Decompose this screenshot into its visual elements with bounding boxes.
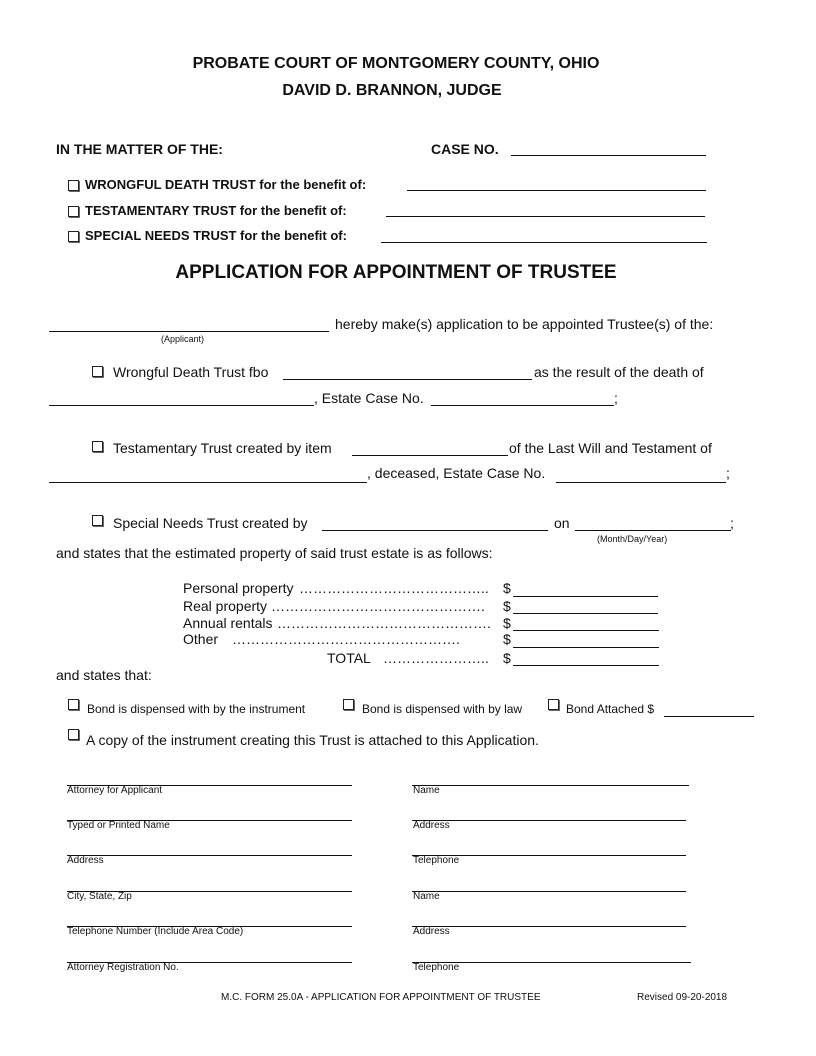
property-real-label: Real property xyxy=(183,598,268,614)
typed-name-label: Typed or Printed Name xyxy=(67,820,170,831)
wrongful-death-trust-checkbox[interactable] xyxy=(68,180,79,191)
property-other-label: Other xyxy=(183,631,219,647)
testator-field[interactable] xyxy=(49,482,367,483)
property-personal-label: Personal property xyxy=(183,580,294,596)
attorney-address-label: Address xyxy=(67,855,104,866)
bond-law-label: Bond is dispensed with by law xyxy=(362,702,523,716)
applicant-field[interactable] xyxy=(49,331,329,332)
wrongful-end: ; xyxy=(614,390,618,406)
property-rentals-label: Annual rentals xyxy=(183,615,273,631)
property-personal-currency: $ xyxy=(503,580,511,596)
attorney-for-applicant-label: Attorney for Applicant xyxy=(67,785,163,796)
total-label: TOTAL xyxy=(327,650,371,666)
bond-attached-label: Bond Attached $ xyxy=(566,702,655,716)
wrongful-fbo-field[interactable] xyxy=(283,379,532,380)
wrongful-result-text: as the result of the death of xyxy=(534,364,704,380)
applicant-telephone-label-1: Telephone xyxy=(413,855,460,866)
in-the-matter-label: IN THE MATTER OF THE: xyxy=(56,141,223,157)
footer-revised: Revised 09-20-2018 xyxy=(637,992,728,1003)
wrongful-death-beneficiary-field[interactable] xyxy=(407,190,706,191)
copy-attached-checkbox[interactable] xyxy=(68,729,79,740)
sig-line-left-3[interactable] xyxy=(67,855,352,856)
case-no-label: CASE NO. xyxy=(431,141,499,157)
special-end: ; xyxy=(730,515,734,531)
date-caption: (Month/Day/Year) xyxy=(597,534,668,544)
property-rentals-dots: ………………………………………. xyxy=(277,615,491,631)
special-created-by-field[interactable] xyxy=(322,530,548,531)
sig-line-right-5[interactable] xyxy=(412,926,686,927)
special-on-label: on xyxy=(554,515,570,531)
wrongful-death-checkbox[interactable] xyxy=(92,366,103,377)
special-needs-label: Special Needs Trust created by xyxy=(113,515,308,531)
city-state-zip-label: City, State, Zip xyxy=(67,891,132,902)
footer-form-id: M.C. FORM 25.0A - APPLICATION FOR APPOINTMENT OF TRUSTEE xyxy=(221,992,541,1003)
testamentary-trust-label: TESTAMENTARY TRUST for the benefit of: xyxy=(85,203,347,218)
testamentary-deceased-label: , deceased, Estate Case No. xyxy=(367,465,546,481)
property-intro: and states that the estimated property of said trust estate is as follows: xyxy=(56,545,493,561)
bond-law-checkbox[interactable] xyxy=(343,699,354,710)
sig-line-right-4[interactable] xyxy=(412,891,686,892)
special-date-field[interactable] xyxy=(575,530,731,531)
decedent-field[interactable] xyxy=(49,405,314,406)
attorney-registration-label: Attorney Registration No. xyxy=(67,962,179,973)
copy-attached-label: A copy of the instrument creating this Trust is attached to this Application. xyxy=(86,732,539,748)
property-real-currency: $ xyxy=(503,598,511,614)
will-item-field[interactable] xyxy=(352,455,508,456)
applicant-telephone-label-2: Telephone xyxy=(413,962,460,973)
total-currency: $ xyxy=(503,650,511,666)
bond-amount-field[interactable] xyxy=(664,716,754,717)
of-will-text: of the Last Will and Testament of xyxy=(509,440,712,456)
bond-attached-checkbox[interactable] xyxy=(548,699,559,710)
personal-property-field[interactable] xyxy=(513,596,658,597)
bond-instrument-checkbox[interactable] xyxy=(68,699,79,710)
sig-line-right-2[interactable] xyxy=(412,820,686,821)
testamentary-end: ; xyxy=(726,465,730,481)
property-other-dots: …………………………………………. xyxy=(232,631,460,647)
sig-line-right-1[interactable] xyxy=(412,785,689,786)
states-that: and states that: xyxy=(56,667,152,683)
wrongful-death-trust-label: WRONGFUL DEATH TRUST for the benefit of: xyxy=(85,177,367,192)
intro-text: hereby make(s) application to be appointed Trustee(s) of the: xyxy=(335,316,714,332)
property-other-currency: $ xyxy=(503,631,511,647)
form-title: APPLICATION FOR APPOINTMENT OF TRUSTEE xyxy=(175,262,617,283)
applicant-caption: (Applicant) xyxy=(161,334,205,344)
case-no-field[interactable] xyxy=(511,155,706,156)
property-personal-dots: ………………………………….. xyxy=(299,580,489,596)
special-needs-trust-checkbox[interactable] xyxy=(68,231,79,242)
testamentary-estate-case-field[interactable] xyxy=(556,482,726,483)
testamentary-trust-checkbox[interactable] xyxy=(68,206,79,217)
applicant-address-label-2: Address xyxy=(413,926,450,937)
property-real-dots: ………………………………………. xyxy=(271,598,485,614)
wrongful-estate-case-field[interactable] xyxy=(431,405,614,406)
annual-rentals-field[interactable] xyxy=(513,630,659,631)
wrongful-estate-label: , Estate Case No. xyxy=(314,390,424,406)
telephone-number-label: Telephone Number (Include Area Code) xyxy=(67,926,244,937)
total-field[interactable] xyxy=(513,665,659,666)
testamentary-checkbox[interactable] xyxy=(92,441,103,452)
property-rentals-currency: $ xyxy=(503,615,511,631)
wrongful-death-label: Wrongful Death Trust fbo xyxy=(113,364,269,380)
special-needs-trust-label: SPECIAL NEEDS TRUST for the benefit of: xyxy=(85,228,347,243)
applicant-address-label-1: Address xyxy=(413,820,450,831)
bond-instrument-label: Bond is dispensed with by the instrument xyxy=(87,702,306,716)
special-needs-beneficiary-field[interactable] xyxy=(381,242,707,243)
judge-name: DAVID D. BRANNON, JUDGE xyxy=(282,82,502,99)
testamentary-label: Testamentary Trust created by item xyxy=(113,440,332,456)
applicant-name-label-2: Name xyxy=(413,891,440,902)
applicant-name-label-1: Name xyxy=(413,785,440,796)
testamentary-beneficiary-field[interactable] xyxy=(386,216,705,217)
real-property-field[interactable] xyxy=(513,613,658,614)
special-needs-checkbox[interactable] xyxy=(92,515,103,526)
total-dots: ………………….. xyxy=(383,650,489,666)
other-property-field[interactable] xyxy=(513,647,659,648)
court-name: PROBATE COURT OF MONTGOMERY COUNTY, OHIO xyxy=(192,55,600,72)
